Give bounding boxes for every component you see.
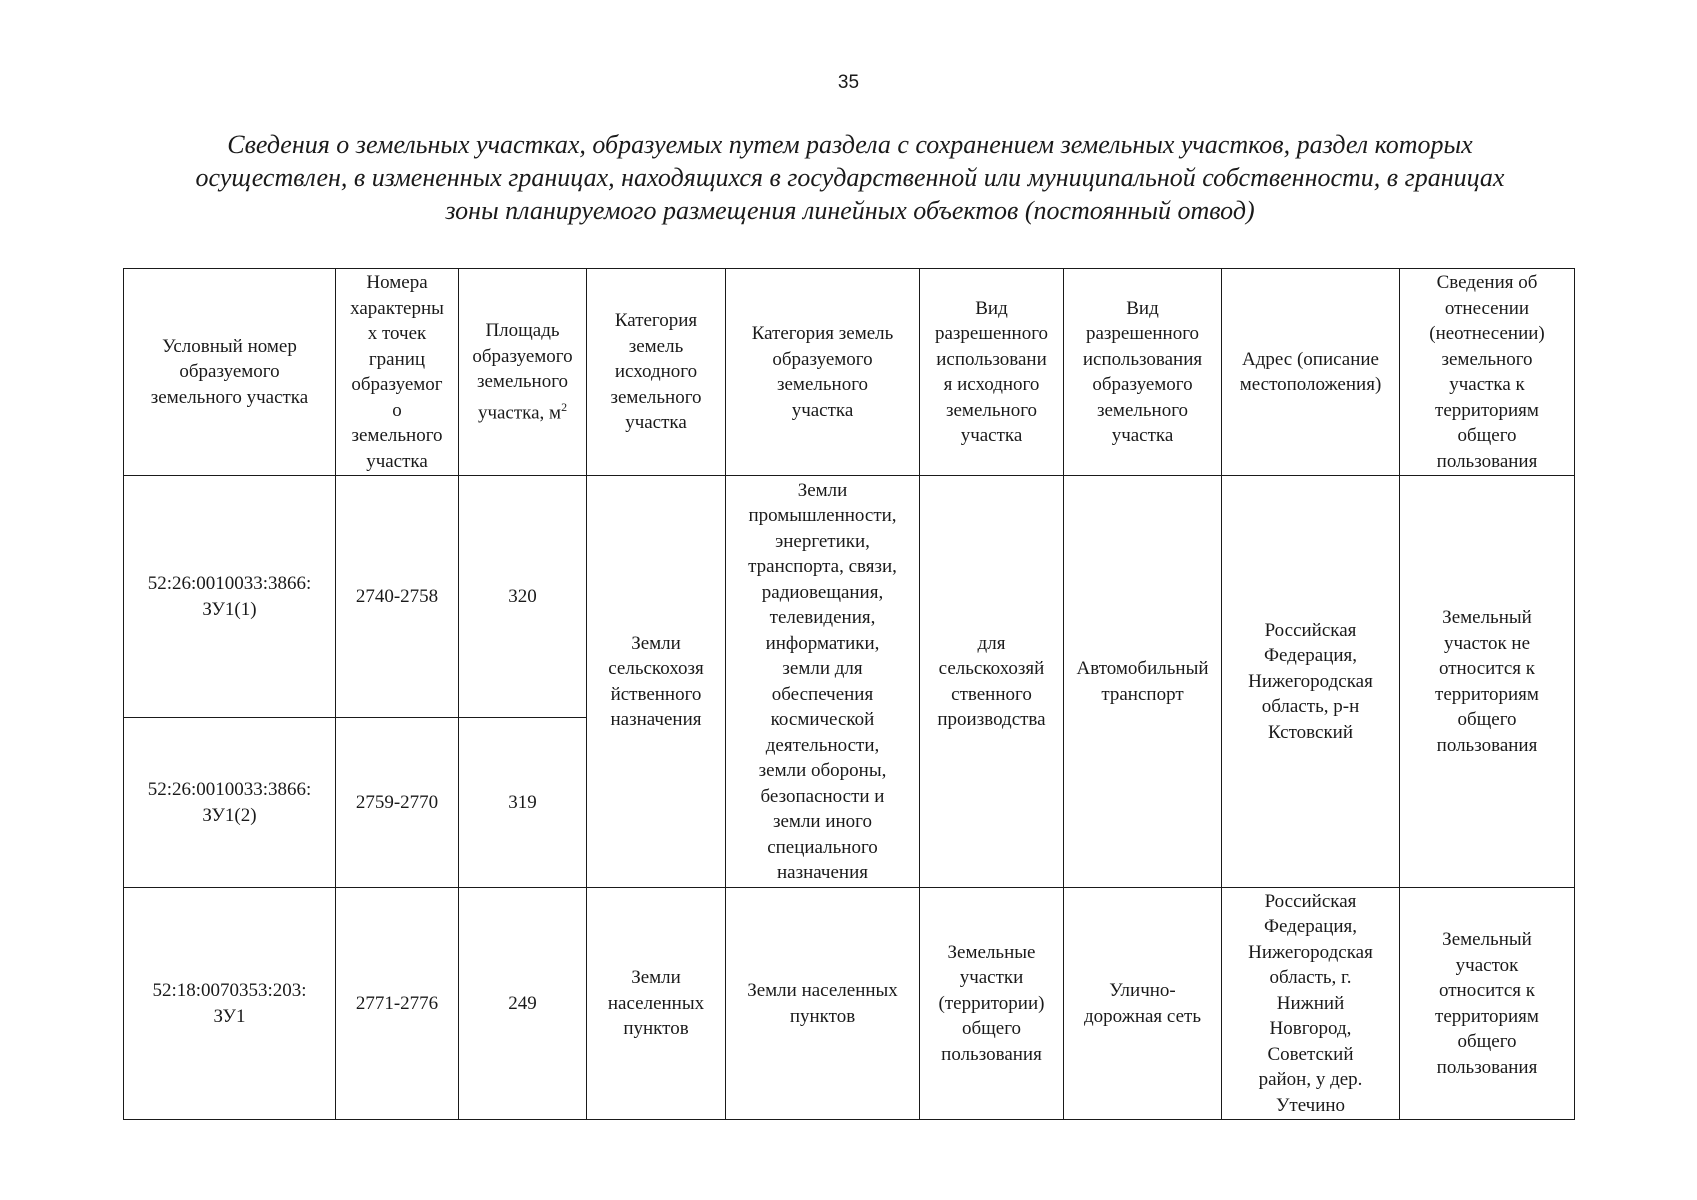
- cell-area: 249: [459, 888, 587, 1120]
- cell-target-use: Улично- дорожная сеть: [1064, 888, 1222, 1120]
- header-address: Адрес (описание местоположения): [1222, 269, 1400, 476]
- header-source-use: Вид разрешенного использовани я исходного земельного участка: [920, 269, 1064, 476]
- header-area: [459, 269, 587, 476]
- header-target-category: Категория земель образуемого земельного участка: [726, 269, 920, 476]
- table-row: [124, 888, 1575, 1120]
- cell-target-category: Земли населенных пунктов: [726, 888, 920, 1120]
- cell-address: Российская Федерация, Нижегородская область, р-н Кстовский: [1222, 476, 1400, 888]
- header-source-category: Категория земель исходного земельного участка: [587, 269, 726, 476]
- cell-points: 2740-2758: [336, 476, 459, 718]
- cell-source-category: Земли населенных пунктов: [587, 888, 726, 1120]
- cell-cond-number: 52:26:0010033:3866: ЗУ1(2): [124, 718, 336, 888]
- cell-area: 320: [459, 476, 587, 718]
- header-area-unit-sup: 2: [561, 399, 568, 414]
- header-points: Номера характерны х точек границ образуемог о земельного участка: [336, 269, 459, 476]
- cell-source-use: Земельные участки (территории) общего пользования: [920, 888, 1064, 1120]
- header-public-use: Сведения об отнесении (неотнесении) земельного участка к территориям общего пользования: [1400, 269, 1575, 476]
- header-cond-number: Условный номер образуемого земельного участка: [124, 269, 336, 476]
- cell-target-use: Автомобильный транспорт: [1064, 476, 1222, 888]
- cell-address: Российская Федерация, Нижегородская область, г. Нижний Новгород, Советский район, у дер. Утечино: [1222, 888, 1400, 1120]
- cell-cond-number: 52:18:0070353:203: ЗУ1: [124, 888, 336, 1120]
- header-area-label: Площадь образуемого земельного участка, м: [472, 320, 573, 424]
- cell-points: 2771-2776: [336, 888, 459, 1120]
- cell-public-use: Земельный участок не относится к территориям общего пользования: [1400, 476, 1575, 888]
- cell-source-category: Земли сельскохозя йственного назначения: [587, 476, 726, 888]
- land-plots-table: [123, 268, 1575, 1120]
- cell-source-use: для сельскохозяй ственного производства: [920, 476, 1064, 888]
- table-row: [124, 476, 1575, 718]
- header-target-use: Вид разрешенного использования образуемого земельного участка: [1064, 269, 1222, 476]
- cell-area: 319: [459, 718, 587, 888]
- title-line: зоны планируемого размещения линейных объектов (постоянный отвод): [445, 196, 1255, 225]
- page-number: 35: [837, 72, 860, 93]
- table-header-row: [124, 269, 1575, 476]
- title-line: Сведения о земельных участках, образуемых путем раздела с сохранением земельных участков, раздел которых: [227, 130, 1473, 159]
- cell-public-use: Земельный участок относится к территориям общего пользования: [1400, 888, 1575, 1120]
- title-line: осуществлен, в измененных границах, находящихся в государственной или муниципальной собственности, в границах: [195, 163, 1505, 192]
- cell-target-category: Земли промышленности, энергетики, транспорта, связи, радиовещания, телевидения, информатики, земли для обеспечения космической деятельности, земли обороны, безопасности и земли иного специального назначения: [726, 476, 920, 888]
- cell-cond-number: 52:26:0010033:3866: ЗУ1(1): [124, 476, 336, 718]
- cell-points: 2759-2770: [336, 718, 459, 888]
- document-title: [120, 128, 1580, 227]
